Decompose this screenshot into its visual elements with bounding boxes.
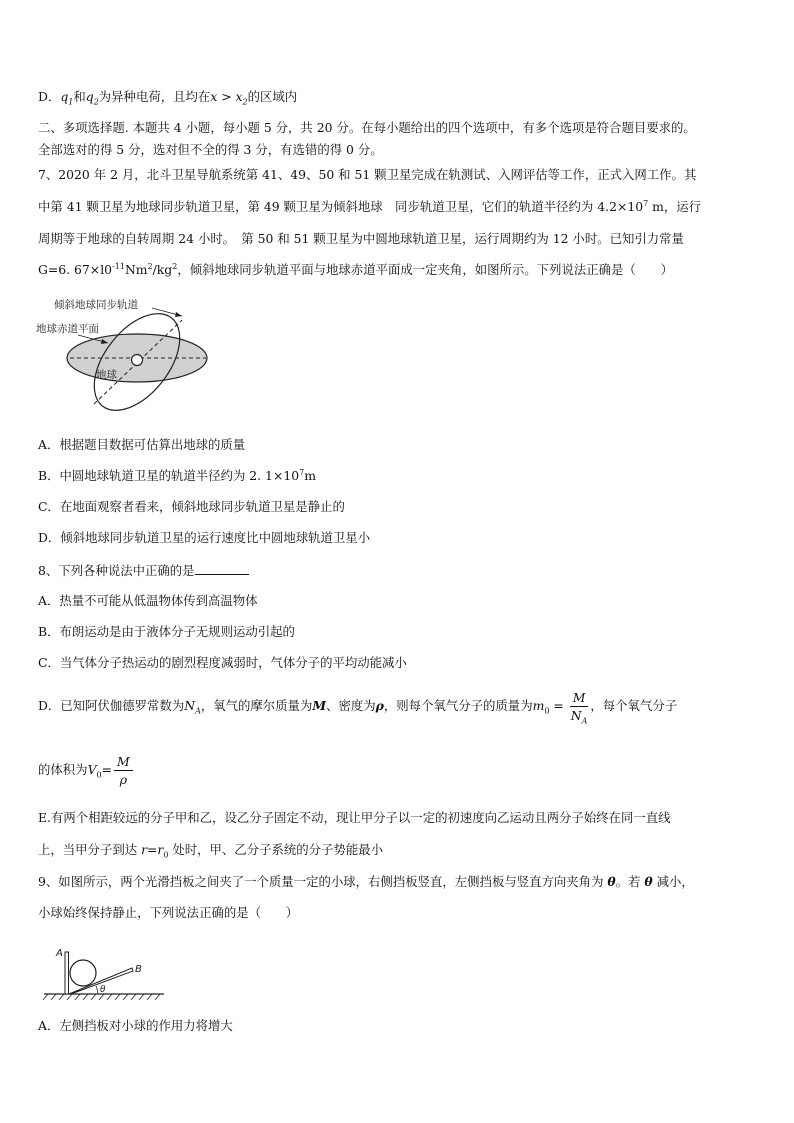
q8-option-d-line2: 的体积为$V_0=$ $\frac{M}{\rho}$ xyxy=(38,750,135,790)
label-earth: 地球 xyxy=(96,369,117,381)
molecule-mass-fraction: $\frac{M}{N_A}$ xyxy=(570,690,588,726)
angle-arc xyxy=(96,986,98,994)
section2-instructions-line1: 二、多项选择题. 本题共 4 小题，每小题 5 分，共 20 分。在每小题给出的四个选项中，有多个选项是符合题目要求的。 xyxy=(38,120,696,135)
q8-stem: 8、下列各种说法中正确的是 xyxy=(38,562,249,579)
q7-stem-line3: 周期等于地球的自转周期 24 小时。 第 50 和 51 颗卫星为中圆地球轨道卫星，运行周期约为 12 小时。已知引力常量 xyxy=(38,231,684,246)
ball-plates-diagram xyxy=(40,942,170,1006)
q7-stem-line1: 7、2020 年 2 月，北斗卫星导航系统第 41、49、50 和 51 颗卫星完成在轨测试、入网评估等工作，正式入网工作。其 xyxy=(38,167,697,182)
incline-pointer-arrow xyxy=(175,312,182,317)
q7-option-b: B．中圆地球轨道卫星的轨道半径约为 2. $1\times 10^7m$ xyxy=(38,467,316,483)
ball-shape xyxy=(70,960,96,986)
q9-stem-line2: 小球始终保持静止，下列说法正确的是（ ） xyxy=(38,905,299,920)
q8-option-c: C．当气体分子热运动的剧烈程度减弱时，气体分子的平均动能减小 xyxy=(38,655,407,670)
vertical-plate-a xyxy=(65,952,69,994)
q7-option-a: A．根据题目数据可估算出地球的质量 xyxy=(38,437,246,452)
orbit-diagram xyxy=(34,292,224,417)
q8-option-e-line2: 上，当甲分子到达 $r=r_0$ 处时，甲、乙分子系统的分子势能最小 xyxy=(38,842,383,860)
label-plate-a: A xyxy=(56,948,63,959)
q8-option-a: A．热量不可能从低温物体传到高温物体 xyxy=(38,593,258,608)
molecule-volume-fraction: $\frac{M}{\rho}$ xyxy=(114,753,133,788)
earth-shape xyxy=(132,355,143,366)
q6-option-d: D．$q_1$和$q_2$为异种电荷，且均在$x > x_2$的区域内 xyxy=(38,89,298,107)
q8-option-e-line1: E.有两个相距较远的分子甲和乙，设乙分子固定不动，现让甲分子以一定的初速度向乙运动且两分子始终在同一直线 xyxy=(38,810,671,825)
answer-blank xyxy=(195,562,249,575)
q8-option-d-line1: D．已知阿伏伽德罗常数为$N_A$，氧气的摩尔质量为M、密度为ρ，则每个氧气分子的质量为$m_0$ = $\frac{M}{N_A}$ ，每个氧气分子 xyxy=(38,690,678,726)
label-plate-b: B xyxy=(135,964,142,975)
q7-stem-line4: G=6. $67\times l0^{-11}Nm^2/kg^2$，倾斜地球同步轨道平面与地球赤道平面成一定夹角，如图所示。下列说法正确是（ ） xyxy=(38,261,673,277)
q7-option-d: D．倾斜地球同步轨道卫星的运行速度比中圆地球轨道卫星小 xyxy=(38,530,371,545)
q7-stem-line2: 中第 41 颗卫星为地球同步轨道卫星，第 49 颗卫星为倾斜地球 同步轨道卫星，它们的轨道半径约为 $4.2\times 10^7$ m，运行 xyxy=(38,198,702,214)
label-inclined-orbit: 倾斜地球同步轨道 xyxy=(54,299,138,311)
q8-option-b: B．布朗运动是由于液体分子无规则运动引起的 xyxy=(38,624,295,639)
section2-instructions-line2: 全部选对的得 5 分，选对但不全的得 3 分，有选错的得 0 分。 xyxy=(38,142,383,157)
q9-option-a: A．左侧挡板对小球的作用力将增大 xyxy=(38,1018,233,1033)
label-equator-plane: 地球赤道平面 xyxy=(36,323,99,335)
label-theta: θ xyxy=(100,985,106,995)
q7-option-c: C．在地面观察者看来，倾斜地球同步轨道卫星是静止的 xyxy=(38,499,345,514)
q9-stem-line1: 9、如图所示，两个光滑挡板之间夹了一个质量一定的小球，右侧挡板竖直，左侧挡板与竖直方向夹角为 θ。若 θ 减小， xyxy=(38,874,694,889)
